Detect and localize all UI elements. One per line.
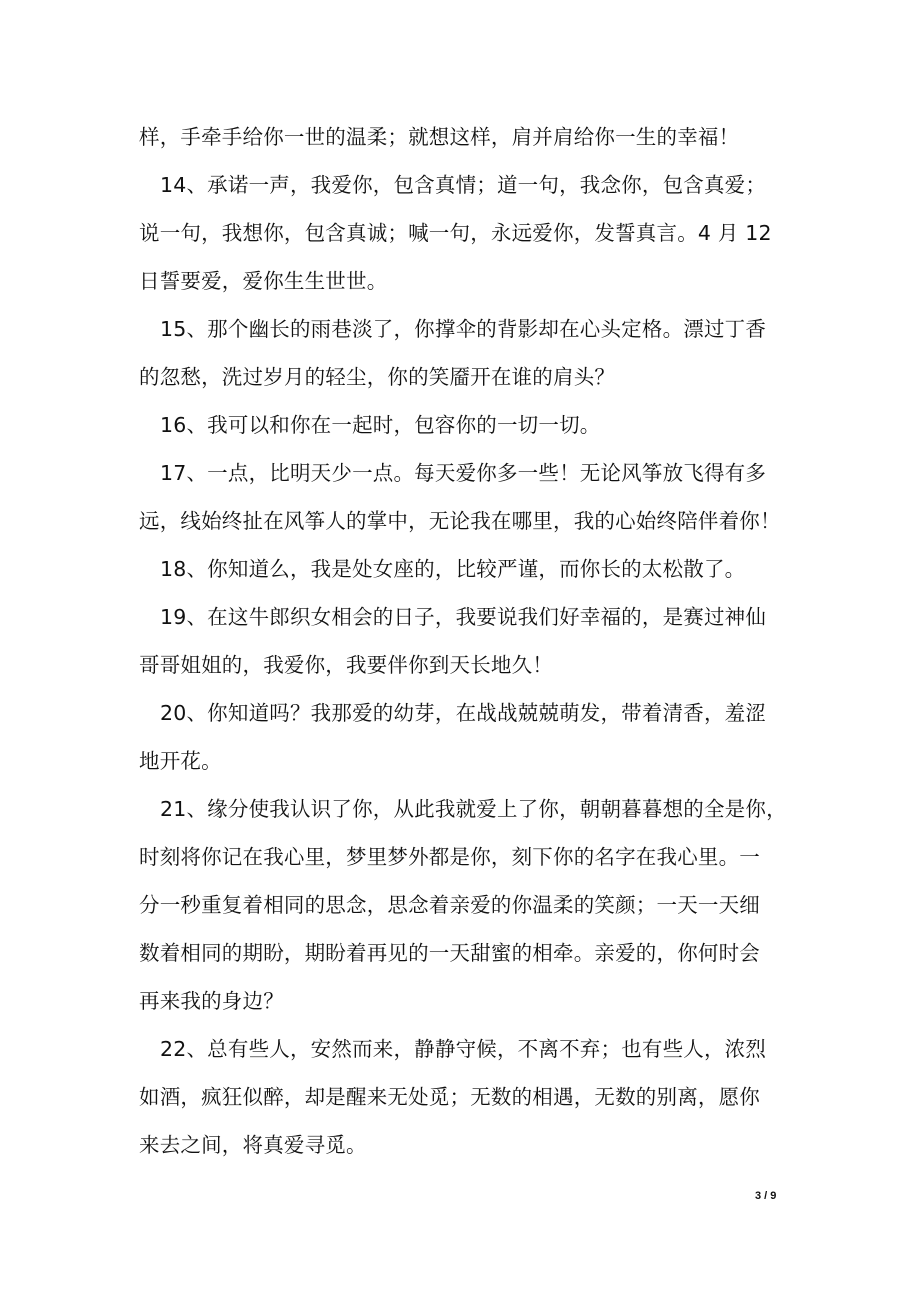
text-line: 日誓要爱，爱你生生世世。 xyxy=(139,269,388,293)
text-line: 18、你知道么，我是处女座的，比较严谨，而你长的太松散了。 xyxy=(160,557,746,581)
text-line: 如酒，疯狂似醉，却是醒来无处觅；无数的相遇，无数的别离，愿你 xyxy=(139,1085,760,1109)
text-line: 说一句，我想你，包含真诚；喊一句，永远爱你，发誓真言。4 月 12 xyxy=(139,221,772,245)
text-line: 17、一点，比明天少一点。每天爱你多一些！无论风筝放飞得有多 xyxy=(160,461,767,485)
text-line: 哥哥姐姐的，我爱你，我要伴你到天长地久！ xyxy=(139,653,553,677)
text-line: 地开花。 xyxy=(139,749,222,773)
text-line: 21、缘分使我认识了你，从此我就爱上了你，朝朝暮暮想的全是你， xyxy=(160,797,787,821)
text-line: 14、承诺一声，我爱你，包含真情；道一句，我念你，包含真爱； xyxy=(160,173,767,197)
text-line: 再来我的身边？ xyxy=(139,989,284,1013)
text-line: 样，手牵手给你一世的温柔；就想这样，肩并肩给你一生的幸福！ xyxy=(139,125,740,149)
text-line: 远，线始终扯在风筝人的掌中，无论我在哪里，我的心始终陪伴着你！ xyxy=(139,509,781,533)
text-line: 数着相同的期盼，期盼着再见的一天甜蜜的相牵。亲爱的，你何时会 xyxy=(139,941,760,965)
text-line: 19、在这牛郎织女相会的日子，我要说我们好幸福的，是赛过神仙 xyxy=(160,605,767,629)
page-number: 3 / 9 xyxy=(755,1190,777,1202)
text-line: 分一秒重复着相同的思念，思念着亲爱的你温柔的笑颜；一天一天细 xyxy=(139,893,760,917)
text-line: 20、你知道吗？我那爱的幼芽，在战战兢兢萌发，带着清香，羞涩 xyxy=(160,701,767,725)
text-line: 的忽愁，洗过岁月的轻尘，你的笑靥开在谁的肩头？ xyxy=(139,365,616,389)
text-line: 时刻将你记在我心里，梦里梦外都是你，刻下你的名字在我心里。一 xyxy=(139,845,760,869)
text-line: 16、我可以和你在一起时，包容你的一切一切。 xyxy=(160,413,601,437)
text-line: 来去之间，将真爱寻觅。 xyxy=(139,1133,367,1157)
text-line: 22、总有些人，安然而来，静静守候，不离不弃；也有些人，浓烈 xyxy=(160,1037,767,1061)
text-line: 15、那个幽长的雨巷淡了，你撑伞的背影却在心头定格。漂过丁香 xyxy=(160,317,767,341)
